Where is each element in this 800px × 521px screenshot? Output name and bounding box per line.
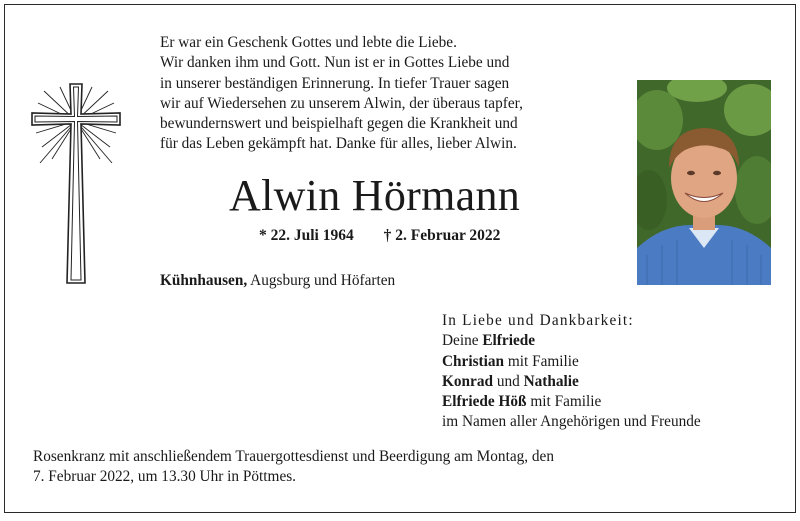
intro-line: in unserer beständigen Erinnerung. In tiefer Trauer sagen [160, 74, 510, 92]
service-line: 7. Februar 2022, um 13.30 Uhr in Pöttmes. [33, 468, 297, 486]
residence-places [160, 272, 395, 290]
deceased-name: Alwin Hörmann [229, 171, 521, 220]
mourners-greeting: In Liebe und Dankbarkeit: [442, 312, 634, 329]
service-line: Rosenkranz mit anschließendem Trauergottesdienst und Beerdigung am Montag, den [33, 448, 554, 465]
intro-line: Wir danken ihm und Gott. Nun ist er in Gottes Liebe und [160, 54, 510, 72]
intro-text [160, 33, 630, 155]
mourners-list [442, 311, 782, 433]
mourner-line [442, 331, 782, 351]
intro-line: für das Leben gekämpft hat. Danke für alles, lieber Alwin. [160, 135, 517, 153]
mourner-line [442, 412, 782, 432]
mourner-line [442, 392, 782, 412]
mourner-line [442, 352, 782, 372]
life-dates [259, 227, 500, 245]
residence-primary: Kühnhausen, [160, 272, 248, 289]
mourner-text: Deine [442, 332, 483, 350]
mourner-name: Christian [442, 352, 505, 370]
mourner-text: im Namen aller Angehörigen und Freunde [442, 413, 701, 431]
intro-line: wir auf Wiedersehen zu unserem Alwin, der überaus tapfer, [160, 94, 523, 112]
obituary-notice [4, 4, 796, 513]
birth-date: * 22. Juli 1964 [259, 227, 354, 244]
mourner-name: Elfriede Höß [442, 393, 527, 411]
intro-line: bewundernswert und beispielhaft gegen die Krankheit und [160, 115, 518, 133]
intro-line: Er war ein Geschenk Gottes und lebte die Liebe. [160, 34, 457, 51]
mourner-text: mit Familie [504, 352, 579, 370]
death-date: † 2. Februar 2022 [383, 227, 501, 244]
mourner-name: Elfriede [482, 332, 536, 350]
mourner-line [442, 372, 782, 392]
portrait-photo [637, 80, 771, 285]
service-announcement [33, 447, 733, 488]
mourner-name: Konrad [442, 372, 493, 390]
radiant-cross-icon [30, 83, 122, 289]
mourner-text: und [493, 372, 524, 390]
mourner-text: mit Familie [526, 393, 602, 411]
mourner-name: Nathalie [523, 372, 579, 390]
residence-other: Augsburg und Höfarten [247, 272, 396, 289]
